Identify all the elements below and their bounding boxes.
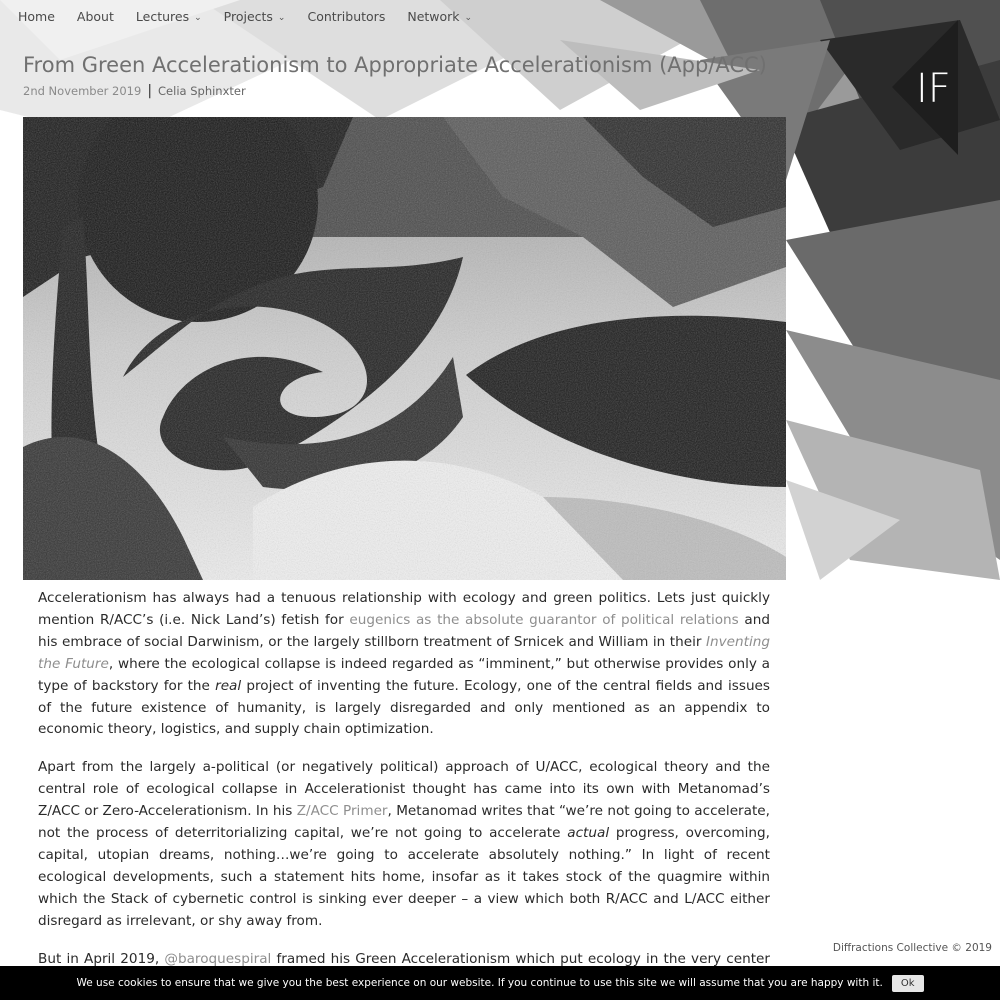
article-paragraph [38, 588, 770, 741]
paragraph-text: and his embrace of social Darwinism, or the largely stillborn treatment of Srnicek and William in their [38, 611, 770, 650]
nav-item-home[interactable] [18, 6, 55, 26]
nav-item-network[interactable] [407, 6, 472, 26]
post-meta [23, 83, 246, 99]
site-logo[interactable] [890, 20, 960, 155]
cookie-banner [0, 966, 1000, 1000]
cookie-message: We use cookies to ensure that we give you the best experience on our website. If you continue to use this site we will assume that you are happy with it. [76, 977, 883, 989]
paragraph-text: But in April 2019, [38, 950, 165, 966]
paragraph-text: , Metanomad writes that “we’re not going to accelerate, not the process of deterritorializing capital, we’re not going to accelerate [38, 803, 770, 842]
nav-label: Projects [223, 8, 273, 24]
nav-item-lectures[interactable] [136, 6, 202, 26]
nav-item-contributors[interactable] [307, 6, 385, 26]
paragraph-text: progress, overcoming, capital, utopian dreams, nothing…we’re going to accelerate absolutely nothing.” In light of recent ecological developments, such a statement hits home, insofar as it takes stock of the quagmire within which the Stack of cybernetic control is sinking ever deeper – a view which both R/ACC and L/ACC either disregard as irrelevant, or shy away from. [38, 825, 770, 929]
post-author[interactable]: Celia Sphinxter [158, 84, 246, 98]
featured-image-art [23, 117, 786, 580]
chevron-down-icon: ⌄ [277, 13, 286, 23]
featured-image [23, 117, 786, 580]
paragraph-text: Accelerationism has always had a tenuous relationship with ecology and green politics. Lets just quickly mention R/ACC’s (i.e. Nick Land’s) fetish for [38, 590, 770, 628]
link-text: Inventing the Future [38, 633, 770, 672]
link-baroquespiral[interactable]: @baroquespiral [164, 950, 272, 966]
main-nav [18, 6, 494, 26]
copyright: Diffractions Collective © 2019 [832, 942, 992, 954]
nav-label: Home [18, 8, 55, 24]
nav-label: Contributors [307, 8, 386, 24]
chevron-down-icon: ⌄ [464, 13, 473, 23]
article-paragraph [38, 949, 770, 966]
emphasis-text: real [215, 677, 242, 694]
post-date[interactable]: 2nd November 2019 [23, 84, 142, 98]
paragraph-text: Apart from the largely a-political (or negatively political) approach of U/ACC, ecological theory and the central role of ecological collapse in Accelerationist thought has came into its own with Metanomad’s Z/ACC or Zero-Accelerationism. In his [38, 759, 770, 820]
paragraph-text: , where the ecological collapse is indeed regarded as “imminent,” but otherwise provides only a type of backstory for the [38, 655, 770, 694]
nav-label: Lectures [135, 8, 190, 24]
emphasis-text: actual [567, 825, 610, 842]
nav-item-about[interactable] [77, 6, 114, 26]
paragraph-text: framed his Green Accelerationism which put ecology in the very center [276, 950, 771, 966]
logo-text: IF [916, 66, 951, 112]
chevron-down-icon: ⌄ [194, 13, 202, 23]
nav-item-projects[interactable] [224, 6, 286, 26]
meta-separator: | [147, 83, 153, 99]
page-title: From Green Accelerationism to Appropriate Accelerationism (App/ACC) [23, 53, 767, 77]
link-zacc-primer[interactable]: Z/ACC Primer [296, 803, 388, 820]
link-eugenics[interactable]: eugenics as the absolute guarantor of political relations [349, 611, 739, 628]
nav-label: Network [407, 8, 460, 24]
article-paragraph [38, 757, 770, 932]
article-body [0, 580, 786, 966]
nav-label: About [76, 8, 114, 24]
paragraph-text: project of inventing the future. Ecology, one of the central fields and issues of the future existence of humanity, is largely disregarded and only mentioned as an appendix to economic theory, logistics, and supply chain optimization. [38, 677, 770, 738]
cookie-ok-button[interactable]: Ok [892, 975, 924, 992]
